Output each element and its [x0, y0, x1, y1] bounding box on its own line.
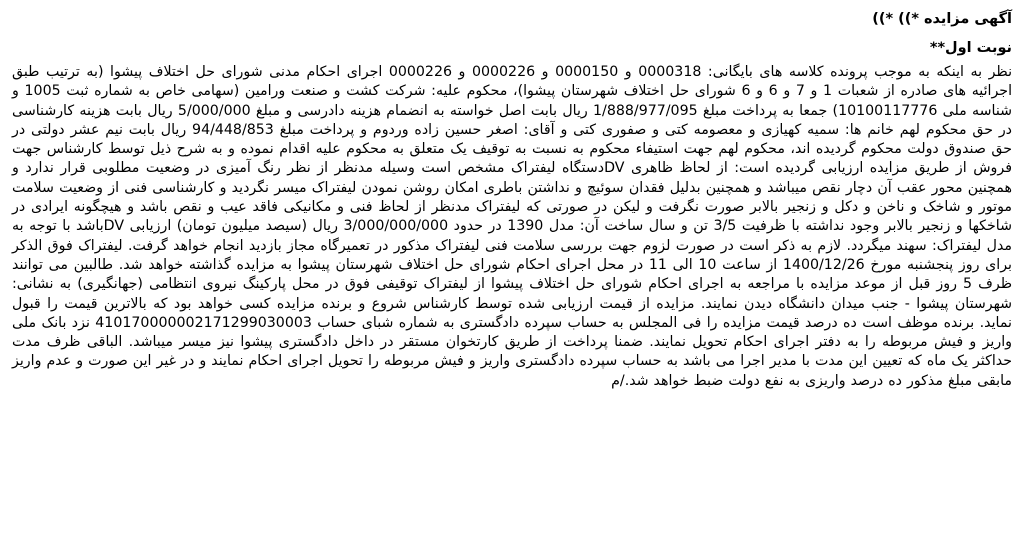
notice-body: نظر به اینکه به موجب پرونده کلاسه های بایگانی: 0000318 و 0000150 و 0000226 و 0000226 اجرای احکام مدنی شورای حل اختلاف پیشوا (به ترتیب طبق اجرائیه های صادره از شعبات 1 و 7 و 6 و 6 شورای حل اختلاف شهرستان پیشوا)، محکوم علیه: شرکت کشت و صنعت ورامین (سهامی خاص به شماره ثبت 1005 و شناسه ملی 10100117776) جمعا به پرداخت مبلغ 1/888/977/095 ریال بابت اصل خواسته به انضمام هزینه دادرسی و مبلغ 5/000/000 ریال بابت هزینه کارشناسی در حق محکوم لهم خانم ها: سمیه کهیازی و معصومه کتی و صفوری کتی و آقای: اصغر حسین زاده وردوم و پرداخت مبلغ 94/448/853 ریال بابت نیم عشر دولتی در حق صندوق دولت محکوم گردیده اند، محکوم لهم جهت استیفاء محکوم به نسبت به توقیف یک متعلق به محکوم علیه اقدام نموده و به شرح ذیل توسط کارشناس جهت فروش از طریق مزایده ارزیابی گردیده است: از لحاظ ظاهری DVدستگاه لیفتراک مشخص است وسیله مدنظر از نظر رنگ آمیزی در وضعیت مطلوبی قرار ندارد و همچنین محور عقب آن دچار نقص میباشد و همچنین بدلیل فقدان سوئیچ و نداشتن باطری امکان روشن نمودن لیفتراک میسر نگردید و کارشناسی فنی از وضعیت سلامت موتور و شاخک و ناخن و دکل و زنجیر بالابر صورت نگرفت و لیکن در صورتی که لیفتراک مدنظر از لحاظ فنی و مکانیکی فاقد عیب و نقص باشد و هیچگونه ایرادی در شاخکها و زنجیر بالابر وجود نداشته با ظرفیت 3/5 تن و سال ساخت آن: مدل 1390 در حدود 3/000/000/000 ریال (سیصد میلیون تومان) ارزیابی DVباشد با توجه به مدل لیفتراک: سهند میگردد. لازم به ذکر است در صورت لزوم جهت بررسی سلامت فنی لیفتراک مذکور در تعمیرگاه مجاز بازدید انجام خواهد گرفت. لیفتراک فوق الذکر برای روز پنجشنبه مورخ 1400/12/26 از ساعت 10 الی 11 در محل اجرای احکام شورای حل اختلاف شهرستان پیشوا به مزایده گذاشته خواهد شد. طالبین می توانند ظرف 5 روز قبل از موعد مزایده با مراجعه به اجرای احکام شورای حل اختلاف پیشوا از لیفتراک توقیفی فوق در محل پارکینگ نیروی انتظامی (جهانگیری) به نشانی: شهرستان پیشوا - جنب میدان دانشگاه دیدن نمایند. مزایده از قیمت ارزیابی شده توسط کارشناس شروع و برنده مزایده کسی خواهد بود که بالاترین قیمت را قبول نماید. برنده موظف است ده درصد قیمت مزایده را فی المجلس به حساب سپرده دادگستری به شماره شبای حساب 410170000002171299030003 نزد بانک ملی واریز و فیش مربوطه را به دفتر اجرای احکام تحویل نمایند. ضمنا پرداخت از طریق کارتخوان مستقر در داخل دادگستری پیشوا نیز میسر میباشد. الباقی ظرف مدت حداکثر یک ماه که تعیین این مدت با مدیر اجرا می باشد به حساب سپرده دادگستری واریز و فیش مربوطه را تحویل اجرای احکام نمایند و در غیر این صورت و عدم واریز مابقی مبلغ مذکور ده درصد واریزی به نفع دولت ضبط خواهد شد./م: [12, 64, 1013, 389]
notice-title: آگهی مزایده *)) *)): [872, 11, 1012, 27]
notice-round: نوبت اول**: [929, 40, 1012, 56]
